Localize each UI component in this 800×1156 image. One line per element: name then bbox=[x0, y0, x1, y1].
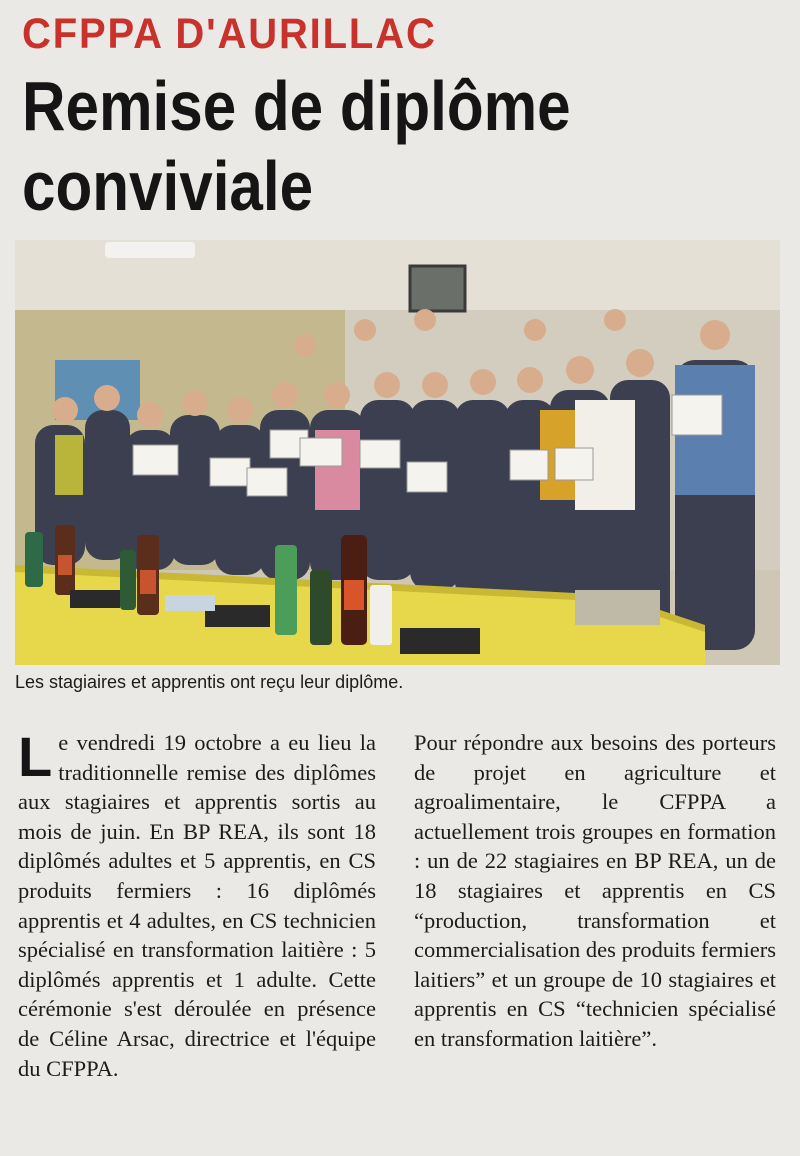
article-headline bbox=[22, 66, 571, 226]
section-kicker: CFPPA D'AURILLAC bbox=[22, 10, 437, 58]
article-body-right bbox=[414, 728, 776, 1054]
group-photo bbox=[15, 240, 780, 665]
headline-line-2: conviviale bbox=[22, 147, 314, 225]
drop-cap: L bbox=[18, 725, 53, 788]
body-right-text: Pour répondre aux besoins des porteurs de projet en agriculture et agroalimentaire, le CFPPA a actuellement trois groupes en formation : un de 22 stagiaires en BP REA, un de 18 stagiaires et apprentis en CS “production, transformation et commercialisation des produits fermiers laitiers” et un groupe de 10 stagiaires et apprentis en CS “technicien spécialisé en transformation laitière”. bbox=[414, 730, 776, 1051]
body-left-text: e vendredi 19 octobre a eu lieu la traditionnelle remise des diplômes aux stagiaires et apprentis sortis au mois de juin. En BP REA, ils sont 18 diplômés adultes et 5 apprentis, en CS produits fermiers : 16 diplômés apprentis et 4 adultes, en CS technicien spécialisé en transformation laitière : 5 diplômés apprentis et 1 adulte. Cette cérémonie s'est déroulée en présence de Céline Arsac, directrice et l'équipe du CFPPA. bbox=[18, 730, 376, 1081]
headline-line-1: Remise de diplôme bbox=[22, 67, 571, 145]
article-body-left bbox=[18, 725, 376, 1083]
photo-caption: Les stagiaires et apprentis ont reçu leur diplôme. bbox=[15, 672, 404, 692]
group-photo-illustration bbox=[15, 240, 780, 665]
